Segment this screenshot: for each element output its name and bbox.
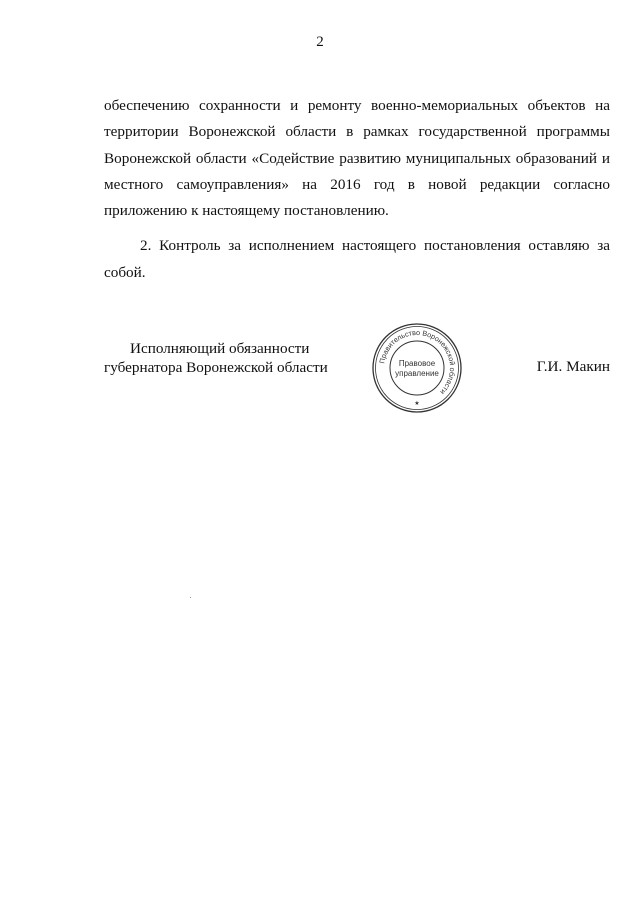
stamp-outer-ring-inner: [376, 327, 459, 410]
body-paragraph: обеспечению сохранности и ремонту военно-мемориальных объектов на территории Воронежской области в рамках государственной программы Воронежской области «Содействие развитию муниципальных образований и местного самоуправления» на 2016 год в новой редакции согласно приложению к настоящему постановлению.: [104, 97, 610, 220]
signatory-title: [104, 339, 354, 377]
document-body: [104, 93, 610, 286]
body-paragraph: 2. Контроль за исполнением настоящего постановления оставляю за собой.: [104, 237, 610, 281]
scan-speck: [190, 597, 191, 598]
official-stamp: [371, 322, 463, 414]
stamp-center-line: Правовое: [398, 359, 436, 368]
page-number: 2: [316, 34, 324, 50]
stamp-center-line: управление: [395, 369, 439, 378]
signatory-title-line: Исполняющий обязанности: [130, 340, 310, 357]
stamp-ring-text: Правительство Воронежской области: [377, 327, 458, 397]
signatory-name: Г.И. Макин: [536, 358, 610, 375]
stamp-outer-ring: [373, 324, 461, 412]
signatory-title-line: губернатора Воронежской области: [104, 359, 328, 376]
star-icon: ★: [414, 400, 420, 407]
stamp-inner-ring: [390, 341, 444, 395]
